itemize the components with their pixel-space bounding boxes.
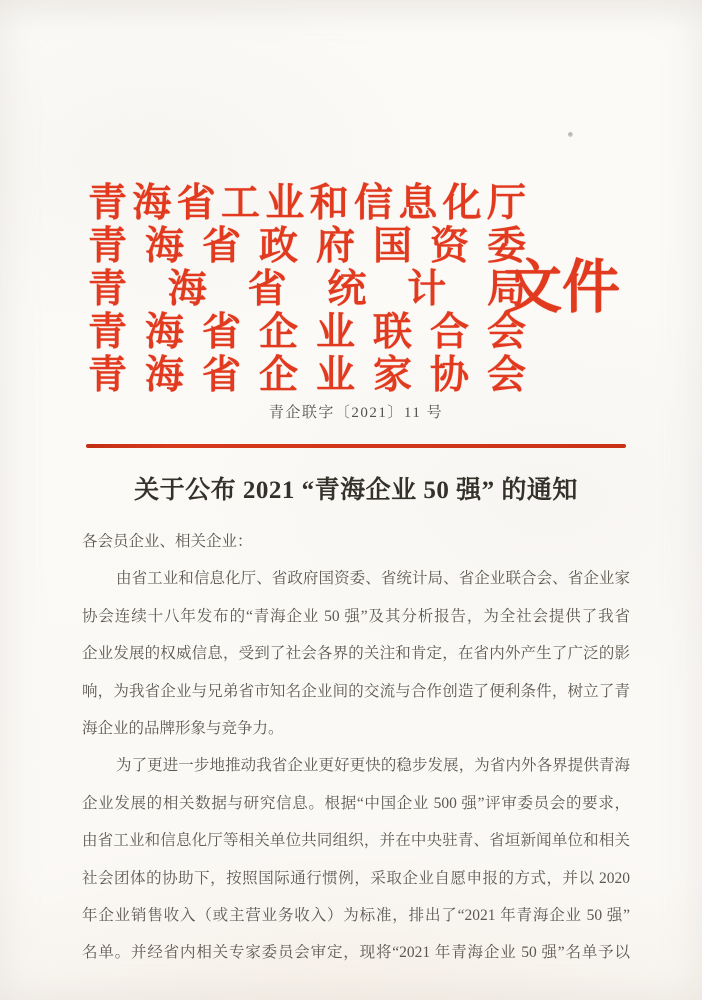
issuer-line-4: 青海省企业联合会: [88, 311, 526, 354]
document-mark-label: 文件: [504, 255, 621, 320]
paragraph2-line-1: 为了更进一步地推动我省企业更好更快的稳步发展，为省内外各界提供青海: [116, 757, 630, 775]
document-title: 关于公布 2021 “青海企业 50 强” 的通知: [134, 477, 578, 504]
issuer-line-1: 青海省工业和信息化厅: [88, 182, 526, 225]
paragraph2-line-5: 年企业销售收入（或主营业务收入）为标准，排出了“2021 年青海企业 50 强”: [82, 906, 630, 924]
salutation-line: 各会员企业、相关企业：: [82, 533, 253, 550]
document-reference-number: 青企联字〔2021〕11 号: [268, 405, 444, 421]
paragraph1-line-5: 海企业的品牌形象与竞争力。: [82, 719, 284, 737]
red-divider-line: [86, 444, 626, 448]
document-body: [82, 523, 630, 972]
letterhead-issuers: [88, 182, 526, 397]
paragraph1-line-3: 企业发展的权威信息，受到了社会各界的关注和肯定，在省内外产生了广泛的影: [82, 645, 630, 663]
paragraph2-line-2: 企业发展的相关数据与研究信息。根据“中国企业 500 强”评审委员会的要求，: [82, 794, 630, 812]
paragraph2-line-4: 社会团体的协助下，按照国际通行惯例，采取企业自愿申报的方式，并以 2020: [82, 869, 630, 887]
issuer-line-2: 青海省政府国资委: [88, 225, 526, 268]
paragraph1-line-4: 响，为我省企业与兄弟省市知名企业间的交流与合作创造了便利条件，树立了青: [82, 682, 630, 700]
scan-speck-artifact: [568, 132, 573, 137]
paragraph2-line-3: 由省工业和信息化厅等相关单位共同组织，并在中央驻青、省垣新闻单位和相关: [82, 832, 630, 850]
paragraph2-line-6: 名单。并经省内相关专家委员会审定，现将“2021 年青海企业 50 强”名单予以: [82, 944, 630, 962]
issuer-line-5: 青海省企业家协会: [88, 354, 526, 397]
issuer-line-3: 青海省统计局: [88, 268, 526, 311]
paragraph1-line-1: 由省工业和信息化厅、省政府国资委、省统计局、省企业联合会、省企业家: [116, 570, 630, 588]
paragraph1-line-2: 协会连续十八年发布的“青海企业 50 强”及其分析报告，为全社会提供了我省: [82, 607, 630, 625]
